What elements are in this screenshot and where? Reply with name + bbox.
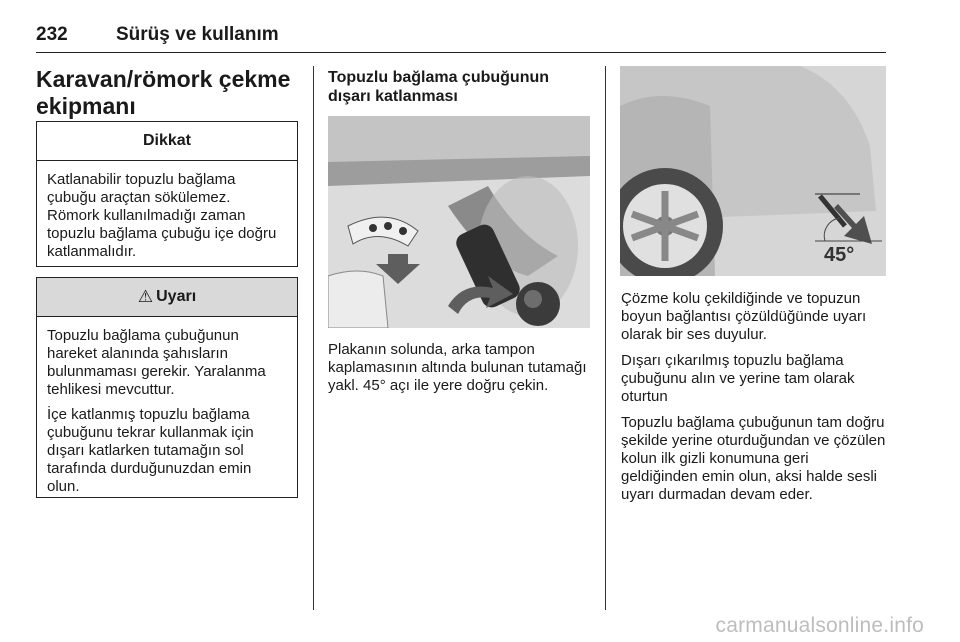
caution-box <box>36 121 298 267</box>
angle-label: 45° <box>824 244 855 266</box>
caution-title: Dikkat <box>37 122 297 161</box>
page-header <box>36 22 886 53</box>
column-divider-2 <box>605 66 606 610</box>
chapter-title: Sürüş ve kullanım <box>116 24 279 45</box>
warning-paragraph-1: Topuzlu bağlama çubuğunun hareket alanında şahısların bulunmaması gerekir. Yaralanma tehlikesi mevcuttur. <box>47 327 266 398</box>
towbar-handle-figure <box>328 116 590 328</box>
right-paragraph-3: Topuzlu bağlama çubuğunun tam doğru şekilde yerine oturduğundan ve çözülen kolun ilk gizli konumuna geri geldiğinden emin olun, aksi halde sesli uyarı durmadan devam eder. <box>621 414 886 503</box>
right-instructions <box>621 290 889 512</box>
subsection-title: Topuzlu bağlama çubuğunun dışarı katlanması <box>328 69 550 105</box>
page-number: 232 <box>36 24 68 45</box>
caution-text: Katlanabilir topuzlu bağlama çubuğu araçtan sökülemez. Römork kullanılmadığı zaman topuzlu bağlama çubuğu içe doğru katlanmalıdır. <box>47 171 277 260</box>
watermark: carmanualsonline.info <box>715 614 924 637</box>
car-rear-illustration <box>620 66 886 276</box>
warning-title: Uyarı <box>156 288 197 305</box>
warning-box <box>36 277 298 498</box>
release-angle-figure <box>620 66 886 276</box>
column-divider-1 <box>313 66 314 610</box>
section-title: Karavan/römork çekme ekipmanı <box>36 66 291 119</box>
right-paragraph-1: Çözme kolu çekildiğinde ve topuzun boyun bağlantısı çözüldüğünde uyarı olarak bir ses duyulur. <box>621 290 867 343</box>
warning-header <box>37 278 297 317</box>
right-paragraph-2: Dışarı çıkarılmış topuzlu bağlama çubuğunu alın ve yerine tam olarak oturtun <box>621 352 855 405</box>
warning-paragraph-2: İçe katlanmış topuzlu bağlama çubuğunu tekrar kullanmak için dışarı katlarken tutamağın sol tarafında durduğunuzdan emin olun. <box>47 406 254 495</box>
towbar-handle-illustration <box>328 116 590 328</box>
middle-instruction <box>328 341 590 403</box>
middle-instruction-text: Plakanın solunda, arka tampon kaplamasının altında bulunan tutamağı yakl. 45° açı ile yere doğru çekin. <box>328 341 587 394</box>
warning-triangle-icon: ⚠ <box>137 287 154 306</box>
